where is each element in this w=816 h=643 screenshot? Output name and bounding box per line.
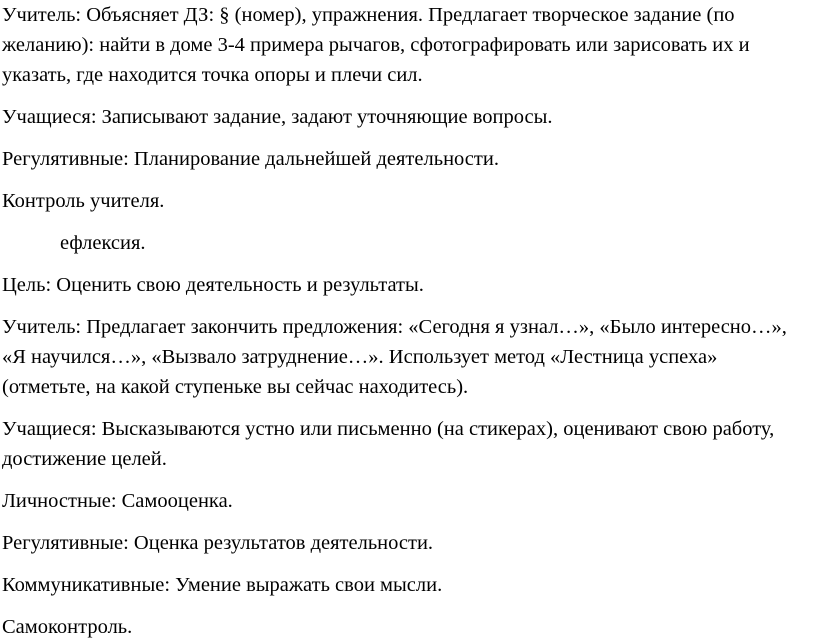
paragraph-regulatory-evaluation: Регулятивные: Оценка результатов деятельности. [2, 532, 434, 554]
paragraph-self-control: Самоконтроль. [2, 616, 133, 638]
paragraph-regulatory-planning: Регулятивные: Планирование дальнейшей деятельности. [2, 148, 499, 170]
paragraph-teacher-homework: Учитель: Объясняет ДЗ: § (номер), упражнения. Предлагает творческое задание (по желанию): найти в доме 3-4 примера рычагов, сфотографировать или зарисовать их и указать, где находится точка опоры и плечи сил. [2, 4, 750, 86]
paragraph-reflection-heading: ефлексия. [60, 232, 146, 254]
paragraph-students-record: Учащиеся: Записывают задание, задают уточняющие вопросы. [2, 106, 553, 128]
paragraph-teacher-control: Контроль учителя. [2, 190, 165, 212]
paragraph-teacher-sentences: Учитель: Предлагает закончить предложения: «Сегодня я узнал…», «Было интересно…», «Я научился…», «Вызвало затруднение…». Использует метод «Лестница успеха» (отметьте, на какой ступеньке вы сейчас находитесь). [2, 316, 787, 398]
paragraph-students-speak: Учащиеся: Высказываются устно или письменно (на стикерах), оценивают свою работу, достижение целей. [2, 418, 775, 470]
document-body [2, 0, 810, 642]
paragraph-goal: Цель: Оценить свою деятельность и результаты. [2, 274, 424, 296]
paragraph-personal-selfassessment: Личностные: Самооценка. [2, 490, 233, 512]
paragraph-communicative: Коммуникативные: Умение выражать свои мысли. [2, 574, 443, 596]
